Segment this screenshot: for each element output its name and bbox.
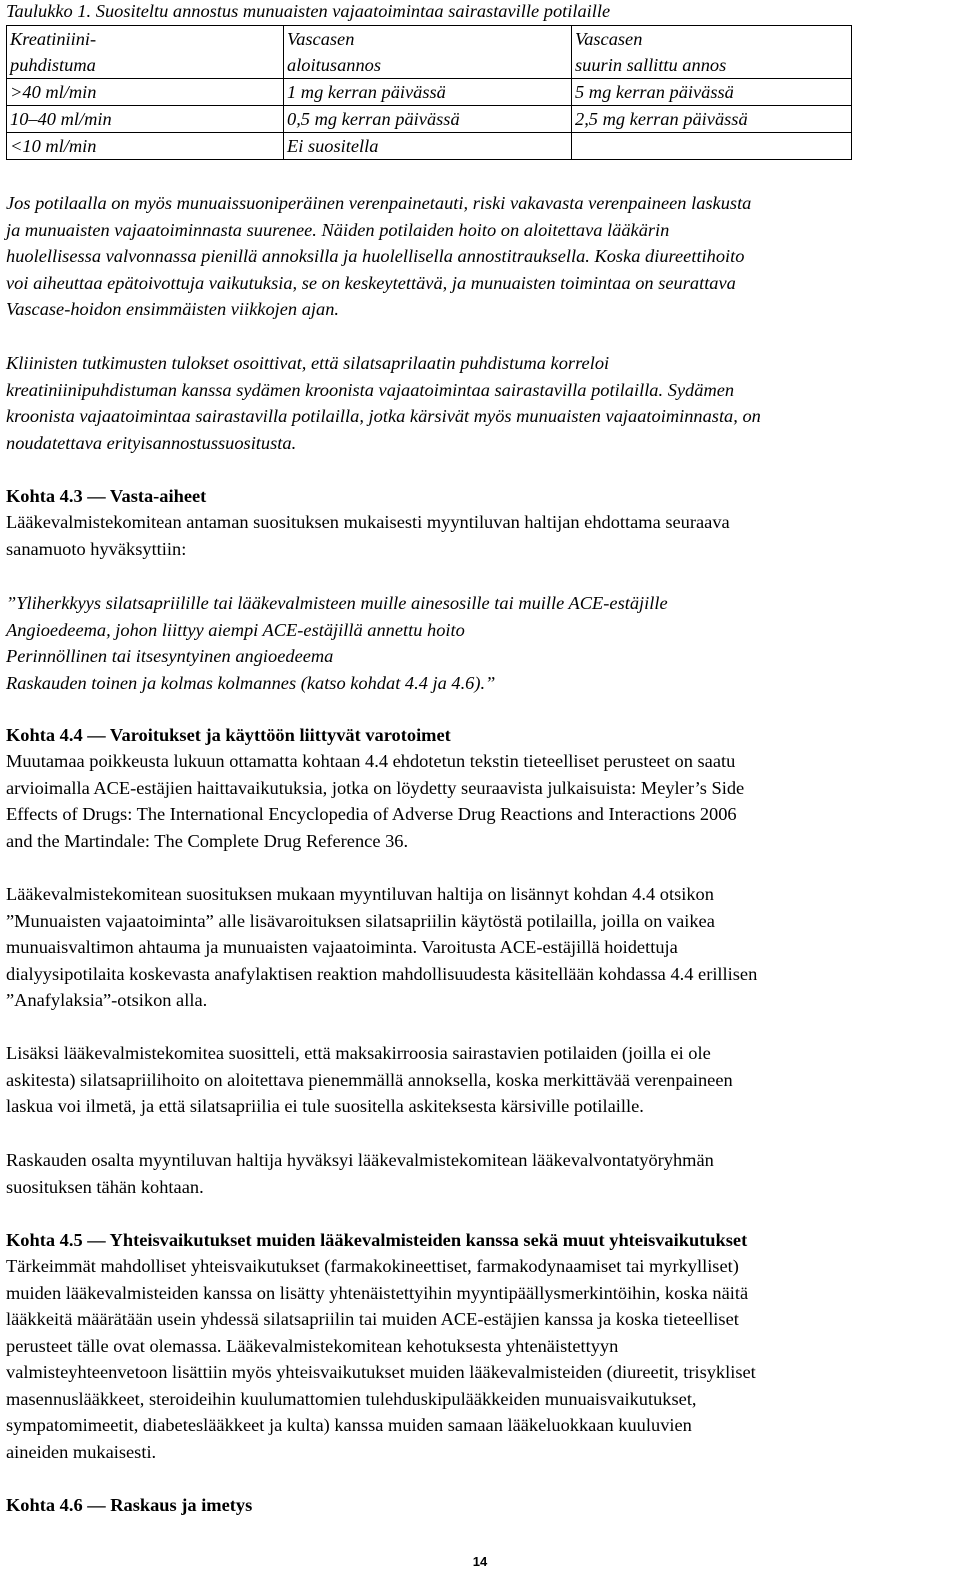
section-heading-4-5: Kohta 4.5 — Yhteisvaikutukset muiden lääkevalmisteiden kanssa sekä muut yhteisvaikutukset xyxy=(6,1230,748,1250)
table-cell: 5 mg kerran päivässä xyxy=(572,79,852,106)
table-header-cell: Kreatiniini- puhdistuma xyxy=(7,26,284,79)
table-cell: 0,5 mg kerran päivässä xyxy=(284,106,572,133)
table-cell: <10 ml/min xyxy=(7,133,284,160)
section-4-3-quote: ”Yliherkkyys silatsapriilille tai lääkevalmisteen muille ainesosille tai muille ACE-estäjille Angioedeema, johon liittyy aiempi ACE-estäjillä annettu hoito Perinnöllinen tai itsesyntyinen angioedeema Raskauden toinen ja kolmas kolmannes (katso kohdat 4.4 ja 4.6).” xyxy=(6,593,668,693)
section-4-4-paragraph: Raskauden osalta myyntiluvan haltija hyväksyi lääkevalmistekomitean lääkevalvontatyöryhmän suosituksen tähän kohtaan. xyxy=(6,1150,714,1197)
table-cell xyxy=(572,133,852,160)
renal-hypertension-paragraph: Jos potilaalla on myös munuaissuoniperäinen verenpainetauti, riski vakavasta verenpaineen laskusta ja munuaisten vajaatoiminnasta suurenee. Näiden potilaiden hoito on aloitettava lääkärin huolellisessa valvonnassa pienillä annoksilla ja huolellisella annostitrauksella. Koska diureettihoito voi aiheuttaa epätoivottuja vaikutuksia, se on keskeytettävä, ja munuaisten toimintaa on seurattava Vascase-hoidon ensimmäisten viikkojen ajan. xyxy=(6,193,752,319)
table-row xyxy=(7,106,852,133)
table-cell: 10–40 ml/min xyxy=(7,106,284,133)
table-cell: >40 ml/min xyxy=(7,79,284,106)
clinical-studies-paragraph: Kliinisten tutkimusten tulokset osoittivat, että silatsaprilaatin puhdistuma korreloi kreatiniinipuhdistuman kanssa sydämen kroonista vajaatoimintaa sairastavilla potilailla. Sydämen kroonista vajaatoimintaa sairastavilla potilailla, jotka kärsivät myös munuaisten vajaatoiminnasta, on noudatettava erityisannostussuositusta. xyxy=(6,353,761,453)
section-heading-4-6: Kohta 4.6 — Raskaus ja imetys xyxy=(6,1495,253,1515)
page-number: 14 xyxy=(472,1554,488,1569)
table-header-cell: Vascasen aloitusannos xyxy=(284,26,572,79)
section-heading-4-4: Kohta 4.4 — Varoitukset ja käyttöön liittyvät varotoimet xyxy=(6,725,451,745)
table-header-row xyxy=(7,26,852,79)
table-row xyxy=(7,133,852,160)
section-4-4-paragraph: Muutamaa poikkeusta lukuun ottamatta kohtaan 4.4 ehdotetun tekstin tieteelliset perusteet on saatu arvioimalla ACE-estäjien haittavaikutuksia, jotka on löydetty seuraavista julkaisuista: Meyler’s Side Effects of Drugs: The International Encyclopedia of Adverse Drug Reactions and Interactions 2006 and the Martindale: The Complete Drug Reference 36. xyxy=(6,751,745,851)
section-heading-4-3: Kohta 4.3 — Vasta-aiheet xyxy=(6,486,207,506)
table-caption: Taulukko 1. Suositeltu annostus munuaisten vajaatoimintaa sairastaville potilaille xyxy=(6,1,611,21)
table-cell: 2,5 mg kerran päivässä xyxy=(572,106,852,133)
dosage-table xyxy=(6,25,852,160)
table-header-cell: Vascasen suurin sallittu annos xyxy=(572,26,852,79)
section-4-4-paragraph: Lääkevalmistekomitean suosituksen mukaan myyntiluvan haltija on lisännyt kohdan 4.4 otsikon ”Munuaisten vajaatoiminta” alle lisävaroituksen silatsapriilin käytöstä potilailla, joilla on vaikea munuaisvaltimon ahtauma ja munuaisten vajaatoiminta. Varoitusta ACE-estäjillä hoidettuja dialyysipotilaita koskevasta anafylaktisen reaktion mahdollisuudesta käsitellään kohdassa 4.4 erillisen ”Anafylaksia”-otsikon alla. xyxy=(6,884,758,1010)
table-cell: Ei suositella xyxy=(284,133,572,160)
section-4-4-paragraph: Lisäksi lääkevalmistekomitea suositteli, että maksakirroosia sairastavien potilaiden (joilla ei ole askitesta) silatsapriilihoito on aloitettava pienemmällä annoksella, koska merkittävää verenpaineen laskua voi ilmetä, ja että silatsapriilia ei tule suositella askiteksesta kärsiville potilaille. xyxy=(6,1043,733,1116)
table-cell: 1 mg kerran päivässä xyxy=(284,79,572,106)
table-row xyxy=(7,79,852,106)
section-4-3-intro: Lääkevalmistekomitean antaman suosituksen mukaisesti myyntiluvan haltijan ehdottama seuraava sanamuoto hyväksyttiin: xyxy=(6,512,730,559)
section-4-5-paragraph: Tärkeimmät mahdolliset yhteisvaikutukset (farmakokineettiset, farmakodynaamiset tai myrkylliset) muiden lääkevalmisteiden kanssa on lisätty yhtenäistettyihin myyntipäällysmerkintöihin, koska näitä lääkkeitä määrätään usein yhdessä silatsapriilin tai muiden ACE-estäjien kanssa ja koska tieteelliset perusteet tälle ovat olemassa. Lääkevalmistekomitean kehotuksesta yhtenäistettyyn valmisteyhteenvetoon lisättiin myös yhteisvaikutukset muiden lääkevalmisteiden (diureetit, trisykliset masennuslääkkeet, steroideihin kuulumattomien tulehduskipulääkkeiden munuaisvaikutukset, sympatomimeetit, diabeteslääkkeet ja kulta) kanssa muiden samaan lääkeluokkaan kuuluvien aineiden mukaisesti. xyxy=(6,1256,756,1462)
